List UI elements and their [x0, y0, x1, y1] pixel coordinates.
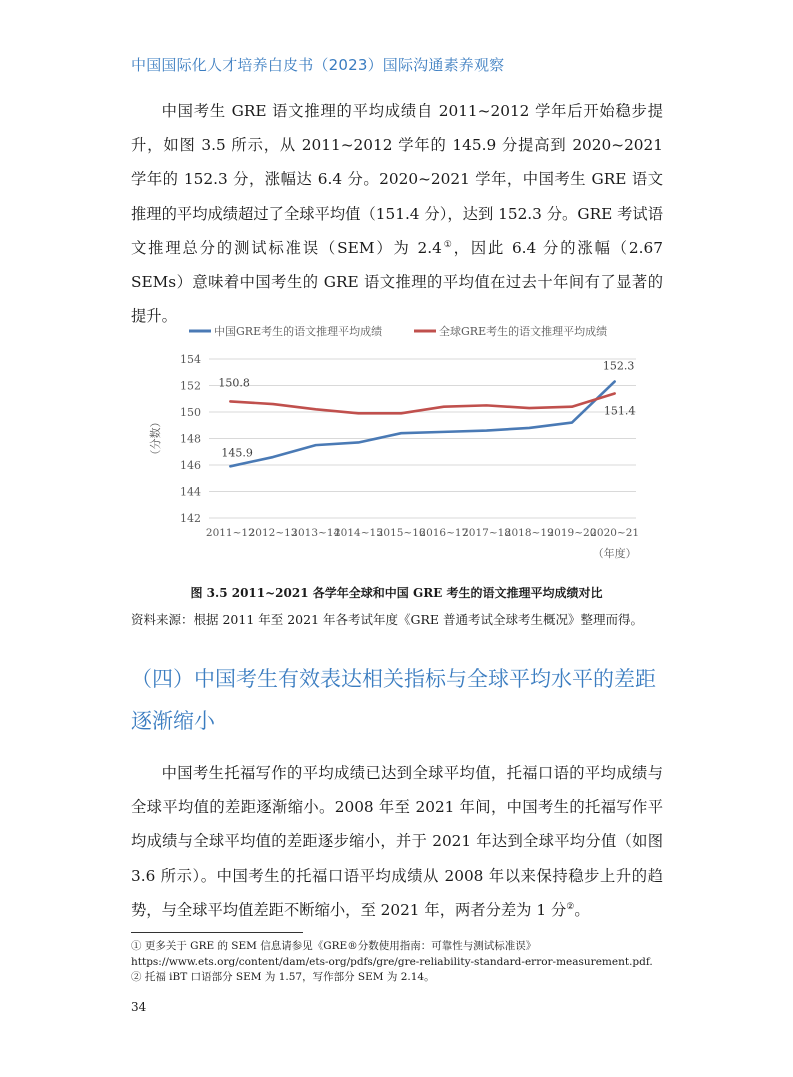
legend-label-2: 全球GRE考生的语文推理平均成绩 [439, 325, 608, 338]
paragraph-text-continued: ，因此 6.4 分的涨幅（2.67 SEMs）意味着中国考生的 GRE 语文推理的平均值在过去十年间有了显著的提升。 [131, 238, 663, 326]
legend-label-1: 中国GRE考生的语文推理平均成绩 [214, 325, 383, 338]
x-tick-label: 2020~21 [590, 527, 640, 539]
section-heading: （四）中国考生有效表达相关指标与全球平均水平的差距逐渐缩小 [131, 667, 656, 733]
paragraph-text: 中国考生托福写作的平均成绩已达到全球平均值，托福口语的平均成绩与全球平均值的差距逐渐缩小。2008 年至 2021 年间，中国考生的托福写作平均成绩与全球平均值的差距逐步缩小，并于 2021 年达到全球平均分值（如图 3.6 所示）。中国考生的托福口语平均成绩从 2008 年以来保持稳步上升的趋势，与全球平均值差距不断缩小，至 2021 年，两者分差为 1 分 [131, 764, 663, 919]
data-label: 152.3 [602, 359, 635, 373]
figure-source: 资料来源：根据 2011 年至 2021 年各考试年度《GRE 普通考试全球考生概况》整理而得。 [131, 612, 644, 627]
data-label: 145.9 [221, 446, 253, 460]
paragraph-text-continued: 。 [574, 900, 590, 919]
line-chart [131, 315, 663, 565]
page-number: 34 [131, 1000, 147, 1014]
y-axis-label: （分数） [149, 416, 162, 461]
y-tick-label: 148 [180, 432, 201, 446]
body-paragraph-2 [131, 756, 663, 927]
x-tick-label: 2018~19 [504, 527, 554, 539]
y-tick-label: 150 [180, 406, 201, 419]
x-tick-label: 2013~14 [291, 527, 341, 539]
data-label: 151.4 [603, 404, 636, 418]
footnote-marker-2[interactable]: ② [566, 901, 575, 912]
y-tick-label: 152 [180, 379, 201, 393]
y-tick-label: 146 [180, 459, 201, 472]
running-header: 中国国际化人才培养白皮书（2023）国际沟通素养观察 [131, 56, 505, 74]
figure-caption: 图 3.5 2011~2021 各学年全球和中国 GRE 考生的语文推理平均成绩对比 [190, 586, 603, 600]
x-tick-label: 2015~16 [376, 527, 426, 539]
series-line-1 [230, 382, 614, 467]
x-tick-label: 2012~13 [248, 527, 298, 539]
figure-3-5-chart [131, 315, 663, 565]
paragraph-text: 中国考生 GRE 语文推理的平均成绩自 2011~2012 学年后开始稳步提升，如图 3.5 所示，从 2011~2012 学年的 145.9 分提高到 2020~2021 学年的 152.3 分，涨幅达 6.4 分。2020~2021 学年，中国考生 GRE 语文推理的平均成绩超过了全球平均值（151.4 分），达到 152.3 分。GRE 考试语文推理总分的测试标准误（SEM）为 2.4 [131, 102, 664, 257]
x-axis-label: （年度） [592, 547, 637, 560]
series-line-2 [230, 393, 614, 413]
footnote-2: ② 托福 iBT 口语部分 SEM 为 1.57，写作部分 SEM 为 2.14。 [131, 971, 435, 983]
data-label: 150.8 [218, 376, 250, 390]
footnote-marker-1[interactable]: ① [441, 239, 454, 250]
x-tick-label: 2016~17 [419, 527, 469, 539]
y-tick-label: 142 [180, 512, 201, 525]
footnote-1: ① 更多关于 GRE 的 SEM 信息请参见《GRE®分数使用指南：可靠性与测试标准误》 [131, 940, 537, 952]
body-paragraph-1 [131, 94, 663, 333]
footnote-1-link[interactable]: https://www.ets.org/content/dam/ets-org/pdfs/gre/gre-reliability-standard-error-measurement.pdf. [131, 955, 653, 968]
y-tick-label: 154 [180, 353, 201, 366]
footnotes [131, 939, 653, 986]
footnote-divider [131, 932, 303, 933]
x-tick-label: 2017~18 [462, 527, 511, 539]
x-tick-label: 2011~12 [205, 527, 255, 539]
x-tick-label: 2014~15 [334, 527, 383, 539]
y-tick-label: 144 [180, 485, 201, 499]
x-tick-label: 2019~20 [547, 527, 597, 539]
